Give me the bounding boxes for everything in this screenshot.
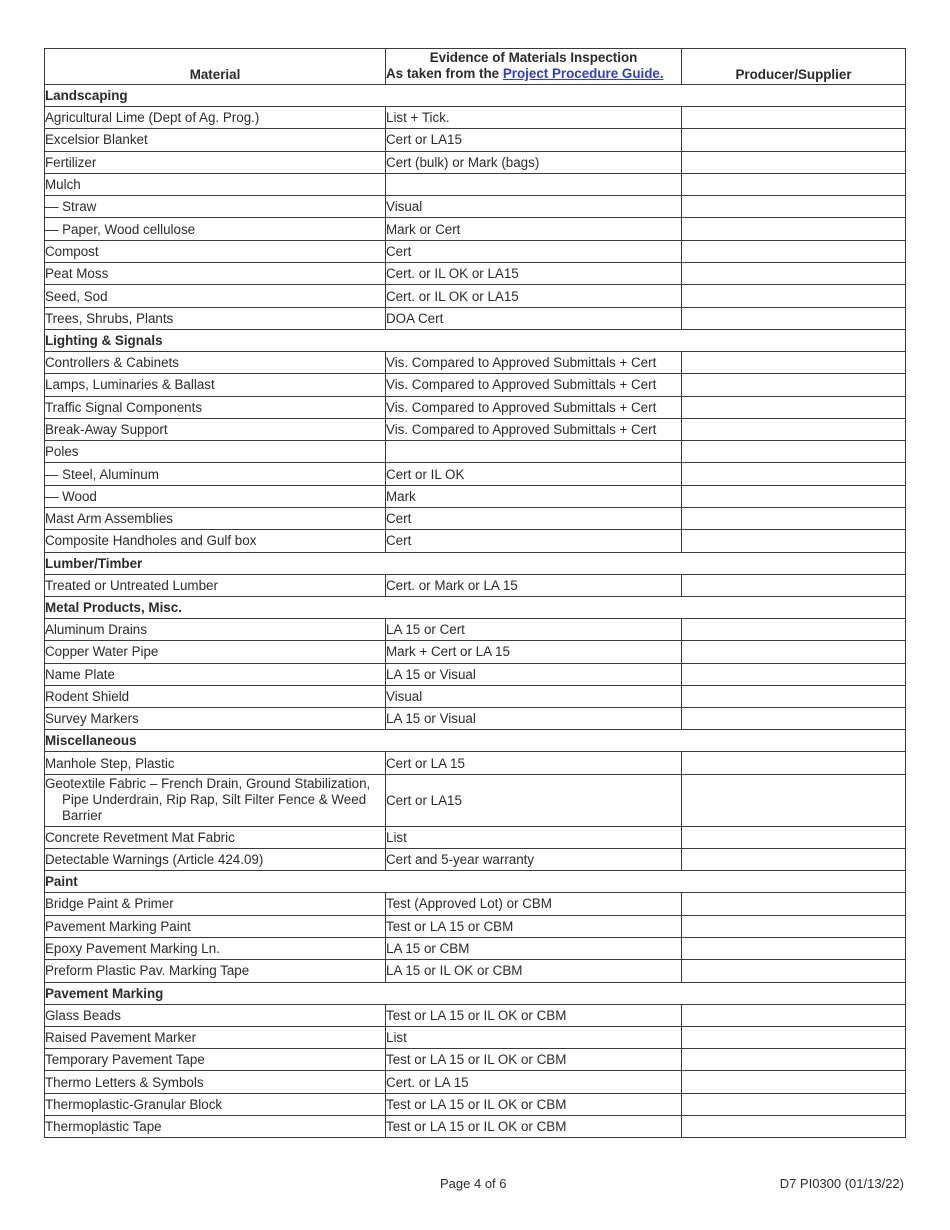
table-row	[45, 351, 906, 373]
material-cell: Copper Water Pipe	[45, 641, 386, 663]
material-cell: Thermo Letters & Symbols	[45, 1071, 386, 1093]
material-cell: Thermoplastic Tape	[45, 1115, 386, 1137]
producer-supplier-cell[interactable]	[682, 752, 906, 774]
material-cell: Compost	[45, 240, 386, 262]
table-row	[45, 663, 906, 685]
producer-supplier-cell[interactable]	[682, 574, 906, 596]
producer-supplier-cell[interactable]	[682, 307, 906, 329]
producer-supplier-cell[interactable]	[682, 1115, 906, 1137]
producer-supplier-cell[interactable]	[682, 151, 906, 173]
evidence-cell: Cert. or Mark or LA 15	[386, 574, 682, 596]
evidence-cell: Cert. or IL OK or LA15	[386, 285, 682, 307]
evidence-cell: Mark + Cert or LA 15	[386, 641, 682, 663]
evidence-cell: Test or LA 15 or IL OK or CBM	[386, 1093, 682, 1115]
producer-supplier-cell[interactable]	[682, 196, 906, 218]
material-cell: Manhole Step, Plastic	[45, 752, 386, 774]
table-row	[45, 107, 906, 129]
table-row	[45, 1071, 906, 1093]
material-cell: Bridge Paint & Primer	[45, 893, 386, 915]
evidence-cell: Test or LA 15 or CBM	[386, 915, 682, 937]
material-cell: — Straw	[45, 196, 386, 218]
material-cell: Trees, Shrubs, Plants	[45, 307, 386, 329]
subgroup-row	[45, 441, 906, 463]
material-cell: Mast Arm Assemblies	[45, 508, 386, 530]
evidence-cell: Vis. Compared to Approved Submittals + Cert	[386, 374, 682, 396]
material-cell: Fertilizer	[45, 151, 386, 173]
table-row	[45, 285, 906, 307]
material-cell: Raised Pavement Marker	[45, 1026, 386, 1048]
evidence-header-line1: Evidence of Materials Inspection	[429, 50, 638, 65]
section-title: Miscellaneous	[45, 730, 906, 752]
producer-supplier-cell[interactable]	[682, 107, 906, 129]
table-row	[45, 1093, 906, 1115]
material-cell: — Wood	[45, 485, 386, 507]
evidence-cell: Test or LA 15 or IL OK or CBM	[386, 1049, 682, 1071]
table-row	[45, 937, 906, 959]
producer-supplier-cell[interactable]	[682, 530, 906, 552]
table-row	[45, 396, 906, 418]
producer-supplier-cell[interactable]	[682, 663, 906, 685]
table-row	[45, 685, 906, 707]
producer-supplier-cell[interactable]	[682, 374, 906, 396]
producer-supplier-cell[interactable]	[682, 618, 906, 640]
producer-supplier-cell[interactable]	[682, 418, 906, 440]
producer-supplier-cell[interactable]	[682, 685, 906, 707]
material-cell: Agricultural Lime (Dept of Ag. Prog.)	[45, 107, 386, 129]
material-cell: Peat Moss	[45, 263, 386, 285]
table-row	[45, 774, 906, 826]
producer-supplier-cell[interactable]	[682, 1071, 906, 1093]
evidence-cell: Mark or Cert	[386, 218, 682, 240]
table-row	[45, 151, 906, 173]
evidence-cell: Mark	[386, 485, 682, 507]
material-cell: Detectable Warnings (Article 424.09)	[45, 849, 386, 871]
material-cell: — Paper, Wood cellulose	[45, 218, 386, 240]
material-cell: Excelsior Blanket	[45, 129, 386, 151]
producer-supplier-cell[interactable]	[682, 708, 906, 730]
evidence-cell	[386, 441, 682, 463]
evidence-cell: Cert or LA 15	[386, 752, 682, 774]
producer-supplier-cell[interactable]	[682, 396, 906, 418]
evidence-cell: Cert. or IL OK or LA15	[386, 263, 682, 285]
evidence-cell: LA 15 or IL OK or CBM	[386, 960, 682, 982]
material-cell: Composite Handholes and Gulf box	[45, 530, 386, 552]
producer-supplier-cell[interactable]	[682, 1004, 906, 1026]
section-title: Metal Products, Misc.	[45, 596, 906, 618]
evidence-cell: Cert	[386, 240, 682, 262]
table-row	[45, 129, 906, 151]
table-row	[45, 1115, 906, 1137]
evidence-cell: LA 15 or Cert	[386, 618, 682, 640]
table-row	[45, 508, 906, 530]
form-number: D7 PI0300 (01/13/22)	[779, 1176, 904, 1191]
evidence-cell: Vis. Compared to Approved Submittals + Cert	[386, 396, 682, 418]
table-row	[45, 915, 906, 937]
evidence-cell: List	[386, 826, 682, 848]
table-row	[45, 708, 906, 730]
section-header-row	[45, 596, 906, 618]
evidence-cell: Cert	[386, 530, 682, 552]
material-cell: Lamps, Luminaries & Ballast	[45, 374, 386, 396]
producer-supplier-cell[interactable]	[682, 173, 906, 195]
evidence-header-prefix: As taken from the	[386, 66, 503, 81]
producer-supplier-cell[interactable]	[682, 240, 906, 262]
evidence-cell: Test or LA 15 or IL OK or CBM	[386, 1115, 682, 1137]
table-row	[45, 374, 906, 396]
evidence-cell	[386, 173, 682, 195]
producer-supplier-cell[interactable]	[682, 849, 906, 871]
producer-supplier-cell[interactable]	[682, 285, 906, 307]
table-row	[45, 307, 906, 329]
section-header-row	[45, 730, 906, 752]
table-row	[45, 618, 906, 640]
material-cell: Treated or Untreated Lumber	[45, 574, 386, 596]
material-cell	[45, 774, 386, 826]
column-header-evidence	[386, 49, 682, 85]
material-cell: Break-Away Support	[45, 418, 386, 440]
section-title: Lighting & Signals	[45, 329, 906, 351]
table-row	[45, 196, 906, 218]
evidence-cell: Test (Approved Lot) or CBM	[386, 893, 682, 915]
producer-supplier-cell[interactable]	[682, 1093, 906, 1115]
producer-supplier-cell[interactable]	[682, 826, 906, 848]
material-cell: Temporary Pavement Tape	[45, 1049, 386, 1071]
producer-supplier-cell[interactable]	[682, 1049, 906, 1071]
material-cell: Epoxy Pavement Marking Ln.	[45, 937, 386, 959]
table-row	[45, 960, 906, 982]
table-row	[45, 752, 906, 774]
evidence-cell: List	[386, 1026, 682, 1048]
material-cell: Controllers & Cabinets	[45, 351, 386, 373]
material-cell: Poles	[45, 441, 386, 463]
evidence-cell: DOA Cert	[386, 307, 682, 329]
evidence-cell: Cert (bulk) or Mark (bags)	[386, 151, 682, 173]
section-header-row	[45, 982, 906, 1004]
evidence-cell: Visual	[386, 196, 682, 218]
evidence-cell: Cert or LA15	[386, 774, 682, 826]
project-procedure-guide-link[interactable]: Project Procedure Guide.	[502, 66, 664, 81]
section-header-row	[45, 329, 906, 351]
material-cell: Thermoplastic-Granular Block	[45, 1093, 386, 1115]
table-row	[45, 418, 906, 440]
material-cell: Concrete Revetment Mat Fabric	[45, 826, 386, 848]
producer-supplier-cell[interactable]	[682, 641, 906, 663]
material-cell: Pavement Marking Paint	[45, 915, 386, 937]
evidence-cell: Cert or IL OK	[386, 463, 682, 485]
producer-supplier-cell[interactable]	[682, 960, 906, 982]
material-cell: Seed, Sod	[45, 285, 386, 307]
table-row	[45, 1026, 906, 1048]
material-text: Geotextile Fabric – French Drain, Ground Stabilization, Pipe Underdrain, Rip Rap, Silt Filter Fence & Weed Barrier	[45, 775, 371, 823]
material-cell: Name Plate	[45, 663, 386, 685]
evidence-cell: Visual	[386, 685, 682, 707]
section-title: Pavement Marking	[45, 982, 906, 1004]
material-cell: Rodent Shield	[45, 685, 386, 707]
page-number: Page 4 of 6	[440, 1176, 507, 1191]
evidence-cell: LA 15 or Visual	[386, 708, 682, 730]
table-row	[45, 485, 906, 507]
evidence-cell: Cert	[386, 508, 682, 530]
column-header-producer: Producer/Supplier	[682, 49, 906, 85]
producer-supplier-cell[interactable]	[682, 508, 906, 530]
producer-supplier-cell[interactable]	[682, 463, 906, 485]
evidence-cell: LA 15 or Visual	[386, 663, 682, 685]
material-cell: Aluminum Drains	[45, 618, 386, 640]
section-header-row	[45, 871, 906, 893]
producer-supplier-cell[interactable]	[682, 351, 906, 373]
material-cell: — Steel, Aluminum	[45, 463, 386, 485]
table-row	[45, 826, 906, 848]
producer-supplier-cell[interactable]	[682, 893, 906, 915]
table-row	[45, 240, 906, 262]
producer-supplier-cell[interactable]	[682, 1026, 906, 1048]
table-row	[45, 1049, 906, 1071]
material-cell: Glass Beads	[45, 1004, 386, 1026]
table-row	[45, 574, 906, 596]
subgroup-row	[45, 173, 906, 195]
section-header-row	[45, 85, 906, 107]
table-row	[45, 463, 906, 485]
evidence-cell: Cert. or LA 15	[386, 1071, 682, 1093]
table-row	[45, 893, 906, 915]
producer-supplier-cell[interactable]	[682, 263, 906, 285]
table-row	[45, 218, 906, 240]
table-row	[45, 849, 906, 871]
material-cell: Preform Plastic Pav. Marking Tape	[45, 960, 386, 982]
table-row	[45, 1004, 906, 1026]
evidence-cell: Test or LA 15 or IL OK or CBM	[386, 1004, 682, 1026]
table-row	[45, 530, 906, 552]
evidence-cell: LA 15 or CBM	[386, 937, 682, 959]
materials-inspection-table	[44, 48, 906, 1138]
material-cell: Mulch	[45, 173, 386, 195]
material-cell: Traffic Signal Components	[45, 396, 386, 418]
producer-supplier-cell[interactable]	[682, 774, 906, 826]
producer-supplier-cell[interactable]	[682, 937, 906, 959]
evidence-cell: List + Tick.	[386, 107, 682, 129]
section-title: Paint	[45, 871, 906, 893]
table-row	[45, 641, 906, 663]
table-header-row	[45, 49, 906, 85]
section-header-row	[45, 552, 906, 574]
producer-supplier-cell[interactable]	[682, 441, 906, 463]
evidence-cell: Vis. Compared to Approved Submittals + Cert	[386, 418, 682, 440]
producer-supplier-cell[interactable]	[682, 915, 906, 937]
material-cell: Survey Markers	[45, 708, 386, 730]
table-row	[45, 263, 906, 285]
producer-supplier-cell[interactable]	[682, 129, 906, 151]
evidence-cell: Cert or LA15	[386, 129, 682, 151]
section-title: Lumber/Timber	[45, 552, 906, 574]
table-body	[45, 85, 906, 1138]
producer-supplier-cell[interactable]	[682, 485, 906, 507]
section-title: Landscaping	[45, 85, 906, 107]
producer-supplier-cell[interactable]	[682, 218, 906, 240]
evidence-cell: Cert and 5-year warranty	[386, 849, 682, 871]
column-header-material: Material	[45, 49, 386, 85]
evidence-cell: Vis. Compared to Approved Submittals + Cert	[386, 351, 682, 373]
